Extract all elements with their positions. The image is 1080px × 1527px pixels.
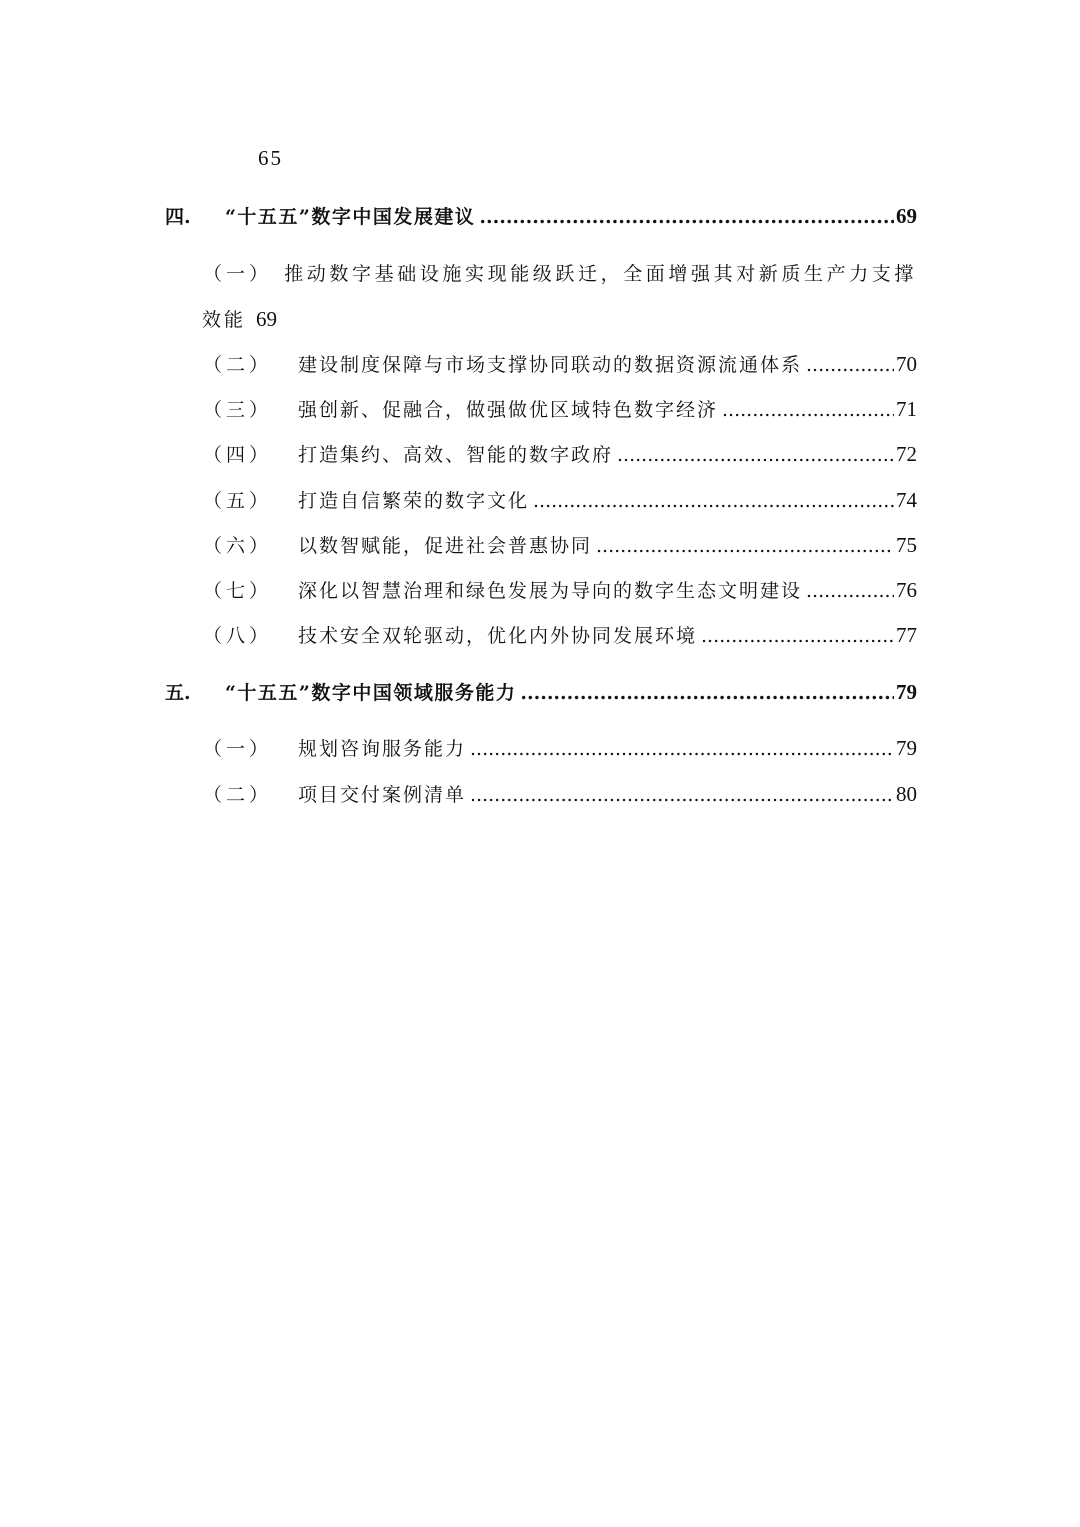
item-title-continuation: 效能 <box>202 309 247 331</box>
item-page: 77 <box>896 623 917 647</box>
toc-item[interactable] <box>203 440 917 467</box>
section-page: 69 <box>896 204 917 228</box>
item-title: 深化以智慧治理和绿色发展为导向的数字生态文明建设 <box>298 580 803 602</box>
item-number: （八） <box>203 625 273 647</box>
item-number: （二） <box>203 354 273 376</box>
section-title: “十五五”数字中国发展建议 <box>225 206 476 228</box>
item-number: （四） <box>203 444 273 466</box>
dot-leader <box>806 580 894 602</box>
item-number: （三） <box>203 399 273 421</box>
item-page: 76 <box>896 578 917 602</box>
item-page: 80 <box>896 782 917 806</box>
item-title: 规划咨询服务能力 <box>298 738 467 760</box>
toc-page-number: 65 <box>258 146 283 170</box>
item-title: 推动数字基础设施实现能级跃迁，全面增强其对新质生产力支撑 <box>284 263 917 285</box>
item-page: 79 <box>896 736 917 760</box>
toc-item[interactable] <box>203 395 917 422</box>
toc-item[interactable] <box>203 734 917 761</box>
toc-section-4[interactable] <box>165 202 917 229</box>
section-number: 五. <box>165 682 191 704</box>
item-title: 以数智赋能，促进社会普惠协同 <box>298 535 593 557</box>
dot-leader <box>722 399 894 421</box>
toc-item[interactable] <box>203 780 917 807</box>
dot-leader <box>596 535 894 557</box>
item-page: 72 <box>896 442 917 466</box>
toc-item[interactable] <box>203 531 917 558</box>
item-number: （七） <box>203 580 273 602</box>
item-number: （一） <box>203 738 273 760</box>
item-page: 69 <box>256 307 278 331</box>
item-title: 建设制度保障与市场支撑协同联动的数据资源流通体系 <box>298 354 803 376</box>
toc-item[interactable] <box>203 350 917 377</box>
item-page: 75 <box>896 533 917 557</box>
dot-leader <box>533 490 894 512</box>
item-title: 打造集约、高效、智能的数字政府 <box>298 444 614 466</box>
item-page: 74 <box>896 488 917 512</box>
item-title: 强创新、促融合，做强做优区域特色数字经济 <box>298 399 719 421</box>
item-title: 打造自信繁荣的数字文化 <box>298 490 530 512</box>
item-number: （一） <box>203 263 273 285</box>
toc-item-continuation[interactable] <box>202 305 277 332</box>
section-title: “十五五”数字中国领域服务能力 <box>225 682 517 704</box>
item-page: 70 <box>896 352 917 376</box>
toc-item[interactable] <box>203 621 917 648</box>
dot-leader <box>470 738 894 760</box>
toc-item[interactable] <box>203 576 917 603</box>
item-title: 技术安全双轮驱动，优化内外协同发展环境 <box>298 625 698 647</box>
toc-item[interactable] <box>203 259 917 286</box>
toc-item[interactable] <box>203 486 917 513</box>
section-number: 四. <box>165 206 191 228</box>
dot-leader <box>617 444 894 466</box>
dot-leader <box>701 625 894 647</box>
item-page: 71 <box>896 397 917 421</box>
section-page: 79 <box>896 680 917 704</box>
dot-leader <box>470 784 894 806</box>
item-number: （二） <box>203 784 273 806</box>
item-number: （五） <box>203 490 273 512</box>
item-title: 项目交付案例清单 <box>298 784 467 806</box>
dot-leader <box>806 354 894 376</box>
item-number: （六） <box>203 535 273 557</box>
toc-section-5[interactable] <box>165 678 917 705</box>
dot-leader <box>520 682 894 704</box>
dot-leader <box>479 206 894 228</box>
